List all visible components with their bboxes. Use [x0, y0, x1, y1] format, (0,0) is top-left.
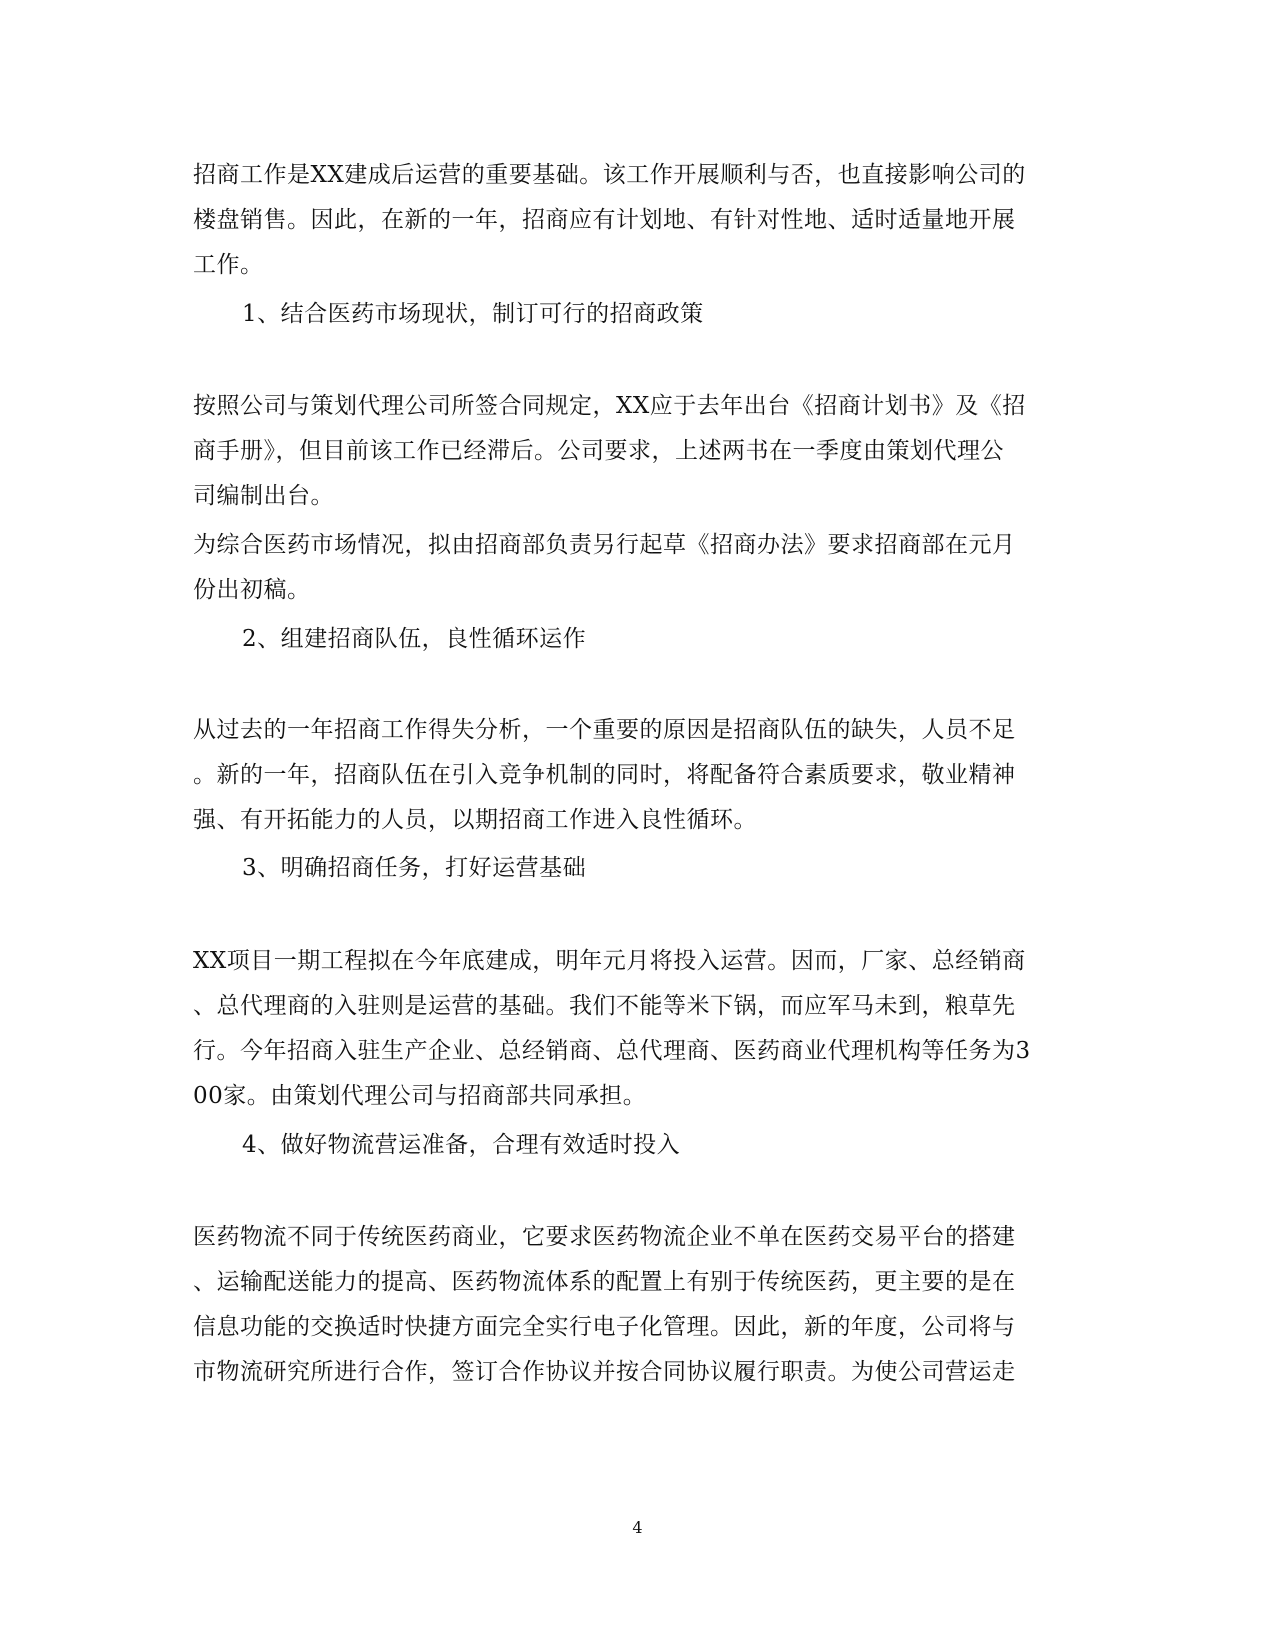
paragraph-line: 为综合医药市场情况，拟由招商部负责另行起草《招商办法》要求招商部在元月 — [193, 532, 1016, 558]
paragraph-line: 、总代理商的入驻则是运营的基础。我们不能等米下锅，而应军马未到，粮草先 — [193, 993, 1016, 1019]
paragraph-line: 招商工作是XX建成后运营的重要基础。该工作开展顺利与否，也直接影响公司的 — [193, 162, 1026, 188]
section-heading: 2、组建招商队伍，良性循环运作 — [242, 626, 587, 652]
section-heading: 1、结合医药市场现状，制订可行的招商政策 — [242, 301, 704, 327]
paragraph-line: 00家。由策划代理公司与招商部共同承担。 — [193, 1083, 647, 1109]
paragraph-line: 楼盘销售。因此，在新的一年，招商应有计划地、有针对性地、适时适量地开展 — [193, 207, 1016, 233]
section-heading: 3、明确招商任务，打好运营基础 — [242, 855, 587, 881]
paragraph-line: XX项目一期工程拟在今年底建成，明年元月将投入运营。因而，厂家、总经销商 — [193, 948, 1026, 974]
paragraph-line: 信息功能的交换适时快捷方面完全实行电子化管理。因此，新的年度，公司将与 — [193, 1314, 1016, 1340]
section-heading: 4、做好物流营运准备，合理有效适时投入 — [242, 1132, 681, 1158]
paragraph-line: 医药物流不同于传统医药商业，它要求医药物流企业不单在医药交易平台的搭建 — [193, 1224, 1016, 1250]
paragraph-line: 工作。 — [193, 252, 264, 278]
paragraph-line: 司编制出台。 — [193, 483, 334, 509]
page-number: 4 — [632, 1518, 643, 1537]
paragraph-line: 市物流研究所进行合作，签订合作协议并按合同协议履行职责。为使公司营运走 — [193, 1359, 1016, 1385]
paragraph-line: 强、有开拓能力的人员，以期招商工作进入良性循环。 — [193, 807, 757, 833]
paragraph-line: 商手册》，但目前该工作已经滞后。公司要求，上述两书在一季度由策划代理公 — [193, 438, 1004, 464]
paragraph-line: 从过去的一年招商工作得失分析，一个重要的原因是招商队伍的缺失，人员不足 — [193, 717, 1016, 743]
paragraph-line: 按照公司与策划代理公司所签合同规定，XX应于去年出台《招商计划书》及《招 — [193, 393, 1026, 419]
paragraph-line: 行。今年招商入驻生产企业、总经销商、总代理商、医药商业代理机构等任务为3 — [193, 1038, 1031, 1064]
paragraph-line: 份出初稿。 — [193, 577, 311, 603]
paragraph-line: 。新的一年，招商队伍在引入竞争机制的同时，将配备符合素质要求，敬业精神 — [193, 762, 1016, 788]
paragraph-line: 、运输配送能力的提高、医药物流体系的配置上有别于传统医药，更主要的是在 — [193, 1269, 1016, 1295]
